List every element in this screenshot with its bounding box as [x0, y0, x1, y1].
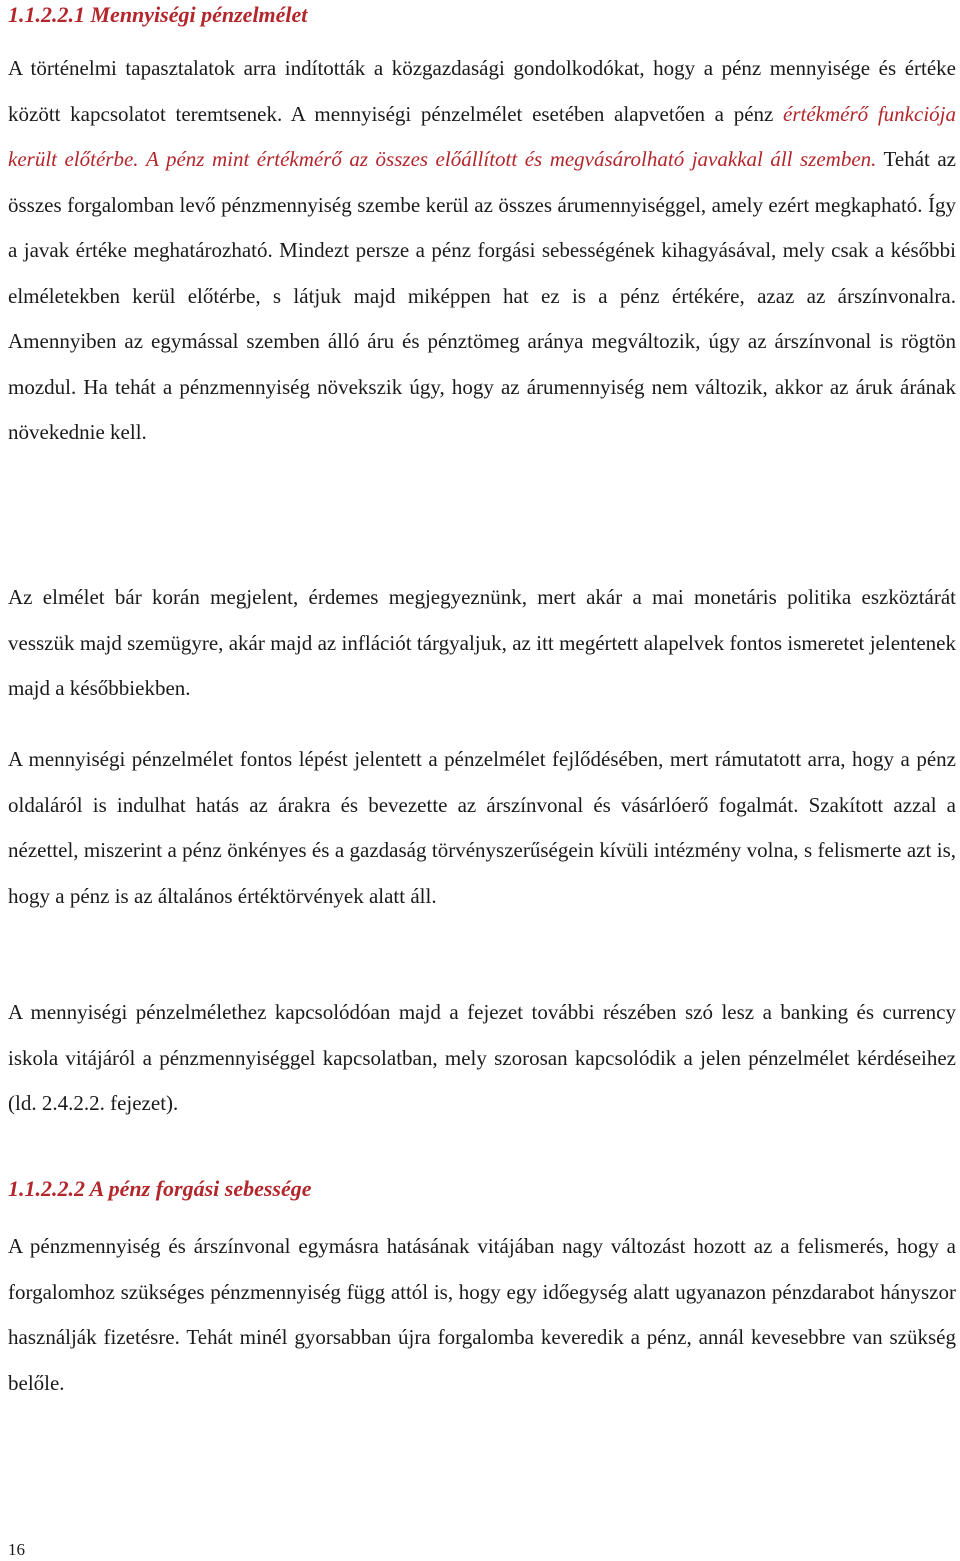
paragraph-1-emphasis-1: értékmérő funkciója került előtérbe. [8, 101, 956, 171]
paragraph-1-text-a: A történelmi tapasztalatok arra indították a közgazdasági gondolkodókat, hogy a pénz mennyisége és értéke között kapcsolatot teremtsenek. A mennyiségi pénzelmélet esetében alapvetően a pénz [8, 56, 956, 126]
paragraph-1 [8, 46, 956, 456]
paragraph-5: A pénzmennyiség és árszínvonal egymásra hatásának vitájában nagy változást hozott az a felismerés, hogy a forgalomhoz szükséges pénzmennyiség függ attól is, hogy egy időegység alatt ugyanazon pénzdarabot hányszor használják fizetésre. Tehát minél gyorsabban újra forgalomba keveredik a pénz, annál kevesebbre van szükség belőle. [8, 1234, 956, 1395]
paragraph-1-emphasis-2: A pénz mint értékmérő az összes előállított és megvásárolható javakkal áll szemben. [146, 147, 877, 171]
paragraph-4: A mennyiségi pénzelmélethez kapcsolódóan majd a fejezet további részében szó lesz a banking és currency iskola vitájáról a pénzmennyiséggel kapcsolatban, mely szorosan kapcsolódik a jelen pénzelmélet kérdéseihez (ld. 2.4.2.2. fejezet). [8, 1000, 956, 1115]
paragraph-1-space [139, 147, 147, 171]
section-heading-penz-forgasi-sebessege: 1.1.2.2.2 A pénz forgási sebessége [8, 1176, 312, 1201]
page-number: 16 [8, 1540, 25, 1559]
section-heading-mennyisegi-penzelmelet: 1.1.2.2.1 Mennyiségi pénzelmélet [8, 2, 308, 27]
paragraph-3: A mennyiségi pénzelmélet fontos lépést jelentett a pénzelmélet fejlődésében, mert rámutatott arra, hogy a pénz oldaláról is indulhat hatás az árakra és bevezette az árszínvonal és vásárlóerő fogalmát. Szakított azzal a nézettel, miszerint a pénz önkényes és a gazdaság törvényszerűségein kívüli intézmény volna, s felismerte azt is, hogy a pénz is az általános értéktörvények alatt áll. [8, 747, 956, 908]
paragraph-2: Az elmélet bár korán megjelent, érdemes megjegyeznünk, mert akár a mai monetáris politika eszköztárát vesszük majd szemügyre, akár majd az inflációt tárgyaljuk, az itt megértett alapelvek fontos ismeretet jelentenek majd a későbbiekben. [8, 585, 956, 700]
paragraph-1-text-b: Tehát az összes forgalomban levő pénzmennyiség szembe kerül az összes árumennyiséggel, amely ezért megkapható. Így a javak értéke meghatározható. Mindezt persze a pénz forgási sebességének kihagyásával, mely csak a későbbi elméletekben kerül előtérbe, s látjuk majd miképpen hat ez is a pénz értékére, azaz az árszínvonalra. Amennyiben az egymással szemben álló áru és pénztömeg aránya megváltozik, úgy az árszínvonal is rögtön mozdul. Ha tehát a pénzmennyiség növekszik úgy, hogy az árumennyiség nem változik, akkor az áruk árának növekednie kell. [8, 147, 956, 444]
